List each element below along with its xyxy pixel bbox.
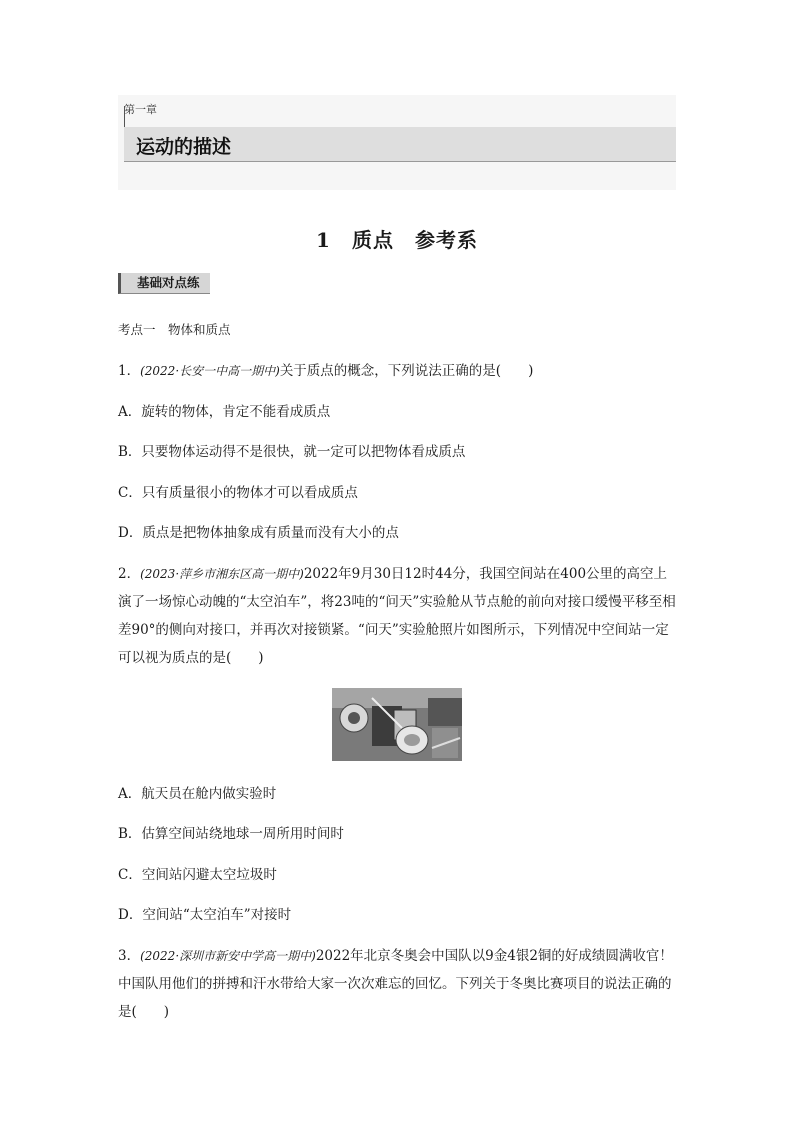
q1-option-c: C．只有质量很小的物体才可以看成质点 xyxy=(118,485,358,501)
q1-option-b: B．只要物体运动得不是很快，就一定可以把物体看成质点 xyxy=(118,444,466,460)
chapter-title: 运动的描述 xyxy=(136,136,232,158)
question-1 xyxy=(118,361,533,381)
question-source: (2023·萍乡市湘东区高一期中) xyxy=(140,567,304,581)
question-number: 2． xyxy=(118,566,141,582)
q2-option-b: B．估算空间站绕地球一周所用时间时 xyxy=(118,826,344,842)
question-2 xyxy=(118,560,678,672)
section-tag: 基础对点练 xyxy=(118,273,210,294)
chapter-label: 第一章 xyxy=(124,103,157,116)
question-source: (2022·长安一中高一期中) xyxy=(140,364,280,378)
question-3 xyxy=(118,942,678,1026)
wentian-module-illustration xyxy=(332,688,462,761)
q1-option-a: A．旋转的物体，肯定不能看成质点 xyxy=(118,404,331,420)
question-stem: 2022年北京冬奥会中国队以9金4银2铜的好成绩圆满收官！中国队用他们的拼搏和汗水带给大家一次次难忘的回忆。下列关于冬奥比赛项目的说法正确的是( ) xyxy=(118,948,673,1020)
q2-option-a: A．航天员在舱内做实验时 xyxy=(118,786,277,802)
q2-option-c: C．空间站闪避太空垃圾时 xyxy=(118,867,277,883)
question-number: 3． xyxy=(118,948,141,964)
question-stem: 2022年9月30日12时44分，我国空间站在400公里的高空上演了一场惊心动魄的“太空泊车”，将23吨的“问天”实验舱从节点舱的前向对接口缓慢平移至相差90°的侧向对接口，并再次对接锁紧。“问天”实验舱照片如图所示，下列情况中空间站一定可以视为质点的是( ) xyxy=(118,566,676,666)
question-source: (2022·深圳市新安中学高一期中) xyxy=(140,949,316,963)
topic-label: 考点一 物体和质点 xyxy=(118,322,231,337)
lesson-title: 1 质点 参考系 xyxy=(316,228,478,252)
question-number: 1． xyxy=(118,363,141,379)
question-stem: 关于质点的概念，下列说法正确的是( ) xyxy=(279,363,534,379)
q2-option-d: D．空间站“太空泊车”对接时 xyxy=(118,907,292,923)
wentian-module-photo xyxy=(332,688,462,761)
q1-option-d: D．质点是把物体抽象成有质量而没有大小的点 xyxy=(118,525,399,541)
